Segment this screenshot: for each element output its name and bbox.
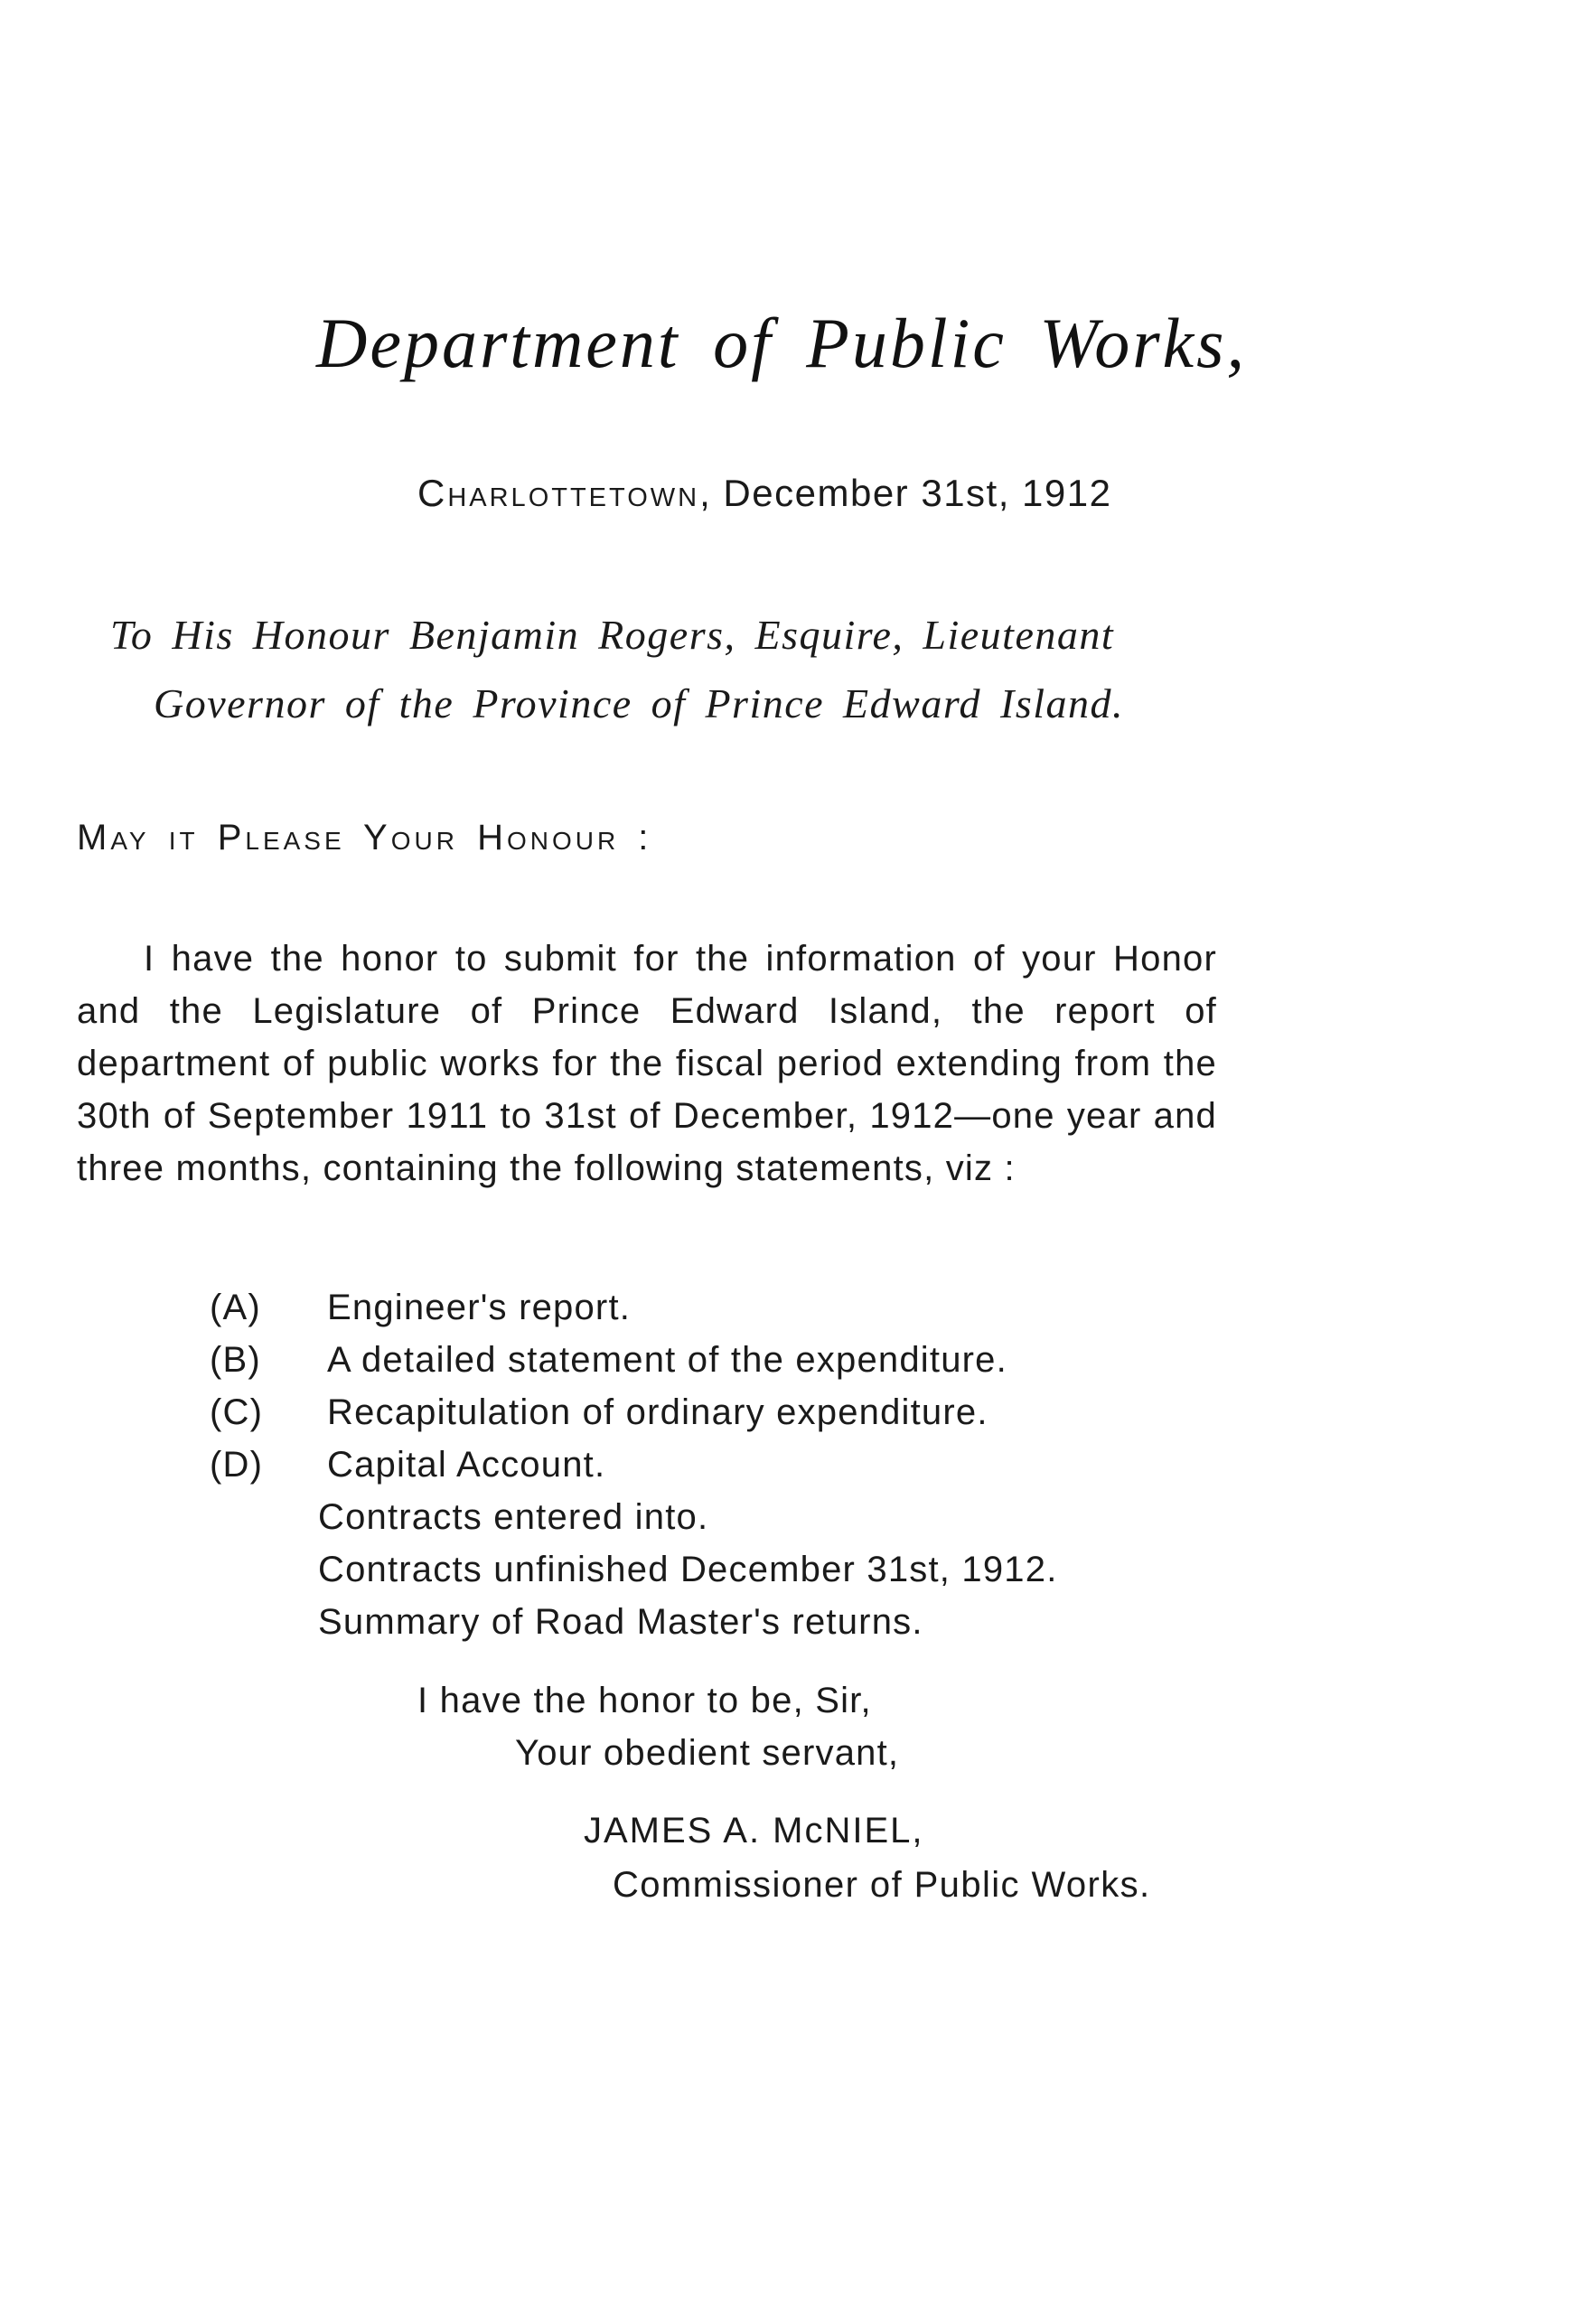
list-item-tag: (C): [210, 1392, 264, 1432]
list-item: [210, 1438, 1249, 1491]
list-item-text: Contracts unfinished December 31st, 1912.: [318, 1550, 1058, 1589]
list-item-text: A detailed statement of the expenditure.: [327, 1340, 1007, 1380]
list-item-text: Summary of Road Master's returns.: [318, 1602, 923, 1642]
signature-title: Commissioner of Public Works.: [613, 1865, 1151, 1905]
list-item: [210, 1543, 1249, 1596]
closing-line-2: Your obedient servant,: [515, 1733, 900, 1773]
list-item-text: Recapitulation of ordinary expenditure.: [327, 1392, 988, 1432]
list-item: [210, 1386, 1249, 1438]
addressee-line-2: Governor of the Province of Prince Edward Island.: [154, 680, 1125, 726]
list-item: [210, 1334, 1249, 1386]
list-item-text: Engineer's report.: [327, 1288, 632, 1327]
addressee-line-1: To His Honour Benjamin Rogers, Esquire, Lieutenant: [110, 612, 1115, 658]
signature-name: JAMES A. McNIEL,: [584, 1811, 924, 1851]
body-paragraph: [77, 932, 1217, 1195]
list-item: [210, 1491, 1249, 1543]
list-item-tag: (A): [210, 1288, 261, 1327]
closing-line-1: I have the honor to be, Sir,: [417, 1681, 872, 1720]
dateline: [417, 472, 1112, 515]
department-heading: Department of Public Works,: [316, 304, 1248, 382]
list-item-text: Capital Account.: [327, 1445, 606, 1485]
statements-list: [210, 1281, 1249, 1648]
salutation: May it Please Your Honour :: [77, 818, 652, 857]
body-paragraph-text: I have the honor to submit for the information of your Honor and the Legislature of Prince Edward Island, the report of department of public works for the fiscal period extending from the 30th of September 1911 to 31st of December, 1912—one year and three months, containing the following statements, viz :: [77, 939, 1217, 1188]
list-item: [210, 1596, 1249, 1648]
list-item-text: Contracts entered into.: [318, 1497, 709, 1537]
list-item-tag: (B): [210, 1340, 261, 1380]
list-item: [210, 1281, 1249, 1334]
dateline-city: Charlottetown: [417, 472, 700, 514]
dateline-date: , December 31st, 1912: [699, 472, 1112, 514]
list-item-tag: (D): [210, 1445, 264, 1485]
